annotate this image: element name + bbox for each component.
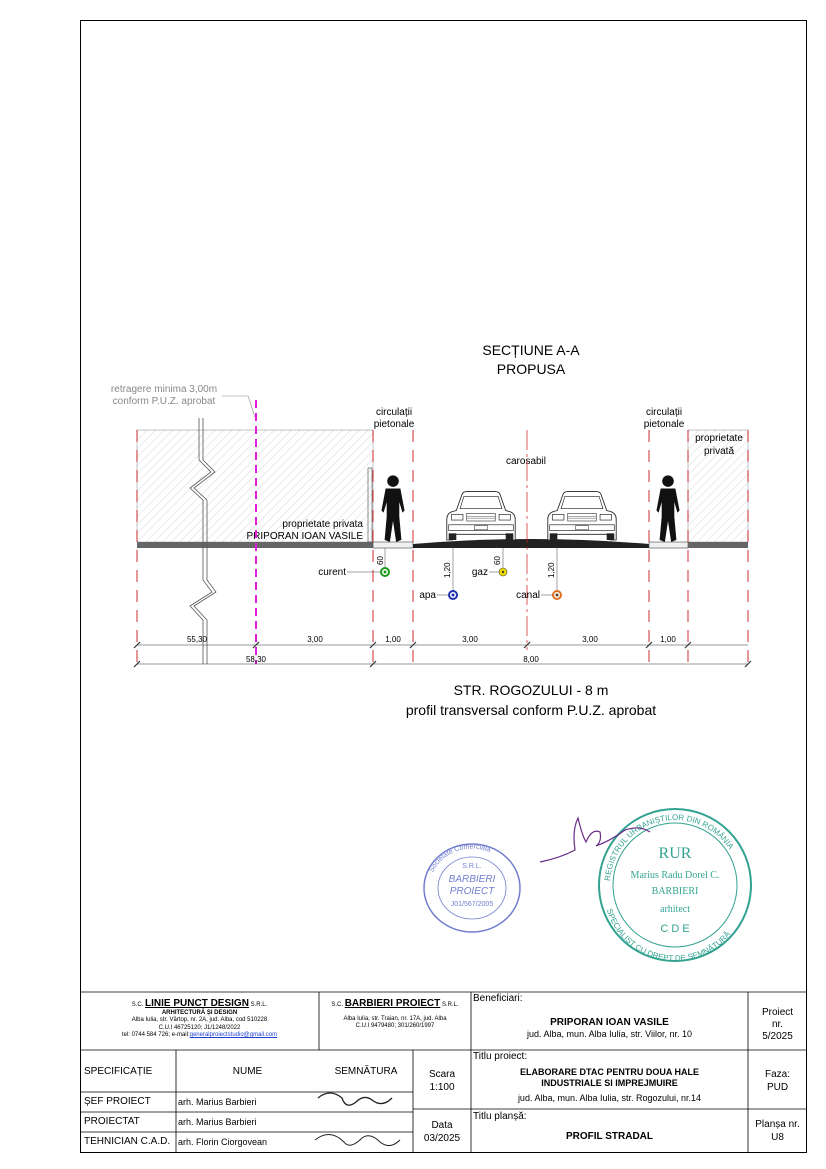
stamp-signature [540, 818, 650, 862]
setback-label-2: conform P.U.Z. aprobat [112, 396, 216, 407]
dimension-lines [134, 642, 751, 667]
private-left-label-2: PRIPORAN IOAN VASILE [246, 531, 363, 542]
titlu-plansa: PROFIL STRADAL [565, 1131, 654, 1142]
firm1-line2: ARHITECTURĂ ȘI DESIGN [161, 1009, 238, 1016]
company-stamp-srl: S.R.L. [462, 863, 482, 870]
depth-curent: 60 [376, 556, 385, 565]
ped-right-label-2: pietonale [643, 419, 685, 430]
dim-4: 3,00 [462, 635, 478, 644]
rur-stamp-abbr: RUR [658, 845, 692, 862]
company-stamp-name2: PROIECT [449, 886, 495, 897]
titlu-proiect-line1: ELABORARE DTAC PENTRU DOUA HALE [520, 1067, 699, 1077]
canal-label: canal [516, 590, 540, 601]
depth-apa: 1,20 [443, 562, 452, 578]
car-right [548, 492, 616, 540]
beneficiari-address: jud. Alba, mun. Alba Iulia, str. Viilor, nr. 10 [527, 1029, 692, 1039]
pedestrian-right [656, 475, 679, 542]
firm1-line3: Alba Iulia, str. Vârtop, nr. 2A, jud. Alba, cod 510228 [131, 1017, 268, 1023]
proiect-nr-block [748, 1007, 807, 1043]
titlu-proiect-line3: jud. Alba, mun. Alba Iulia, str. Rogozului, nr.14 [517, 1093, 702, 1103]
street-subtitle: profil transversal conform P.U.Z. aprobat [405, 702, 657, 718]
rur-stamp-title: arhitect [660, 904, 690, 915]
company-stamp [424, 844, 520, 932]
col-nume: NUME [232, 1066, 263, 1077]
setback-leader [222, 396, 256, 420]
titlu-proiect-label: Titlu proiect: [473, 1051, 528, 1062]
scara-label: Scara [428, 1069, 456, 1080]
company-stamp-ring: Societate Comercială [428, 843, 492, 874]
row2-role: PROIECTAT [84, 1116, 140, 1127]
row1-role: ȘEF PROIECT [84, 1096, 151, 1107]
company-stamp-name1: BARBIERI [448, 874, 496, 885]
firm2-line3: C.U.I 9479480; 301/260/1997 [355, 1023, 435, 1029]
section-title: SECȚIUNE A-A [482, 342, 580, 358]
titlu-proiect-line2: INDUSTRIALE SI IMPREJMUIRE [541, 1078, 678, 1088]
firm1-name: LINIE PUNCT DESIGN [145, 998, 249, 1009]
private-right-label-1: proprietate [695, 433, 743, 444]
company-stamp-reg: J01/567/2005 [450, 901, 494, 908]
ped-left-label-1: circulații [375, 407, 413, 418]
faza-label: Faza: [764, 1069, 790, 1080]
beneficiari-name: PRIPORAN IOAN VASILE [550, 1017, 669, 1028]
dim-3: 1,00 [385, 635, 401, 644]
firm1-block [82, 1000, 317, 1040]
sidewalk-right [649, 542, 688, 548]
row1-name: arh. Marius Barbieri [178, 1097, 257, 1107]
scara-value: 1:100 [429, 1082, 455, 1093]
proiect-label-2: nr. [771, 1019, 784, 1030]
apa-label: apa [419, 590, 436, 601]
plansa-block [748, 1118, 807, 1144]
rur-stamp-bottom: SPECIALIST CU DREPT DE SEMNĂTURĂ [604, 907, 733, 964]
svg-text:SPECIALIST CU DREPT DE SEMNĂTU [605, 908, 733, 964]
data-value: 03/2025 [423, 1133, 461, 1144]
depth-gaz: 60 [493, 556, 502, 565]
firm2-name: BARBIERI PROIECT [344, 998, 441, 1009]
data-label: Data [431, 1120, 453, 1131]
firm1-prefix: S.C. [131, 1002, 144, 1008]
titlu-plansa-label: Titlu planșă: [473, 1111, 527, 1122]
table-signature-1 [318, 1093, 392, 1105]
beneficiari-label: Beneficiari: [473, 993, 523, 1004]
ped-right-label-1: circulații [645, 407, 683, 418]
dim-total-street: 8,00 [523, 655, 539, 664]
car-left [447, 492, 515, 540]
curent-label: curent [318, 567, 346, 578]
faza-block [748, 1068, 807, 1094]
rur-stamp-top: REGISTRUL URBANIȘTILOR DIN ROMÂNIA [603, 812, 736, 882]
ground-right [688, 542, 748, 548]
roadway-label: carosabil [505, 456, 547, 467]
rur-stamp-name2: BARBIERI [651, 886, 699, 897]
col-specificatie: SPECIFICAȚIE [84, 1066, 153, 1077]
col-semnatura: SEMNĂTURA [334, 1066, 398, 1077]
firm1-line5: tel: 0744 584 726; e-mail: [121, 1032, 190, 1038]
titlu-proiect-block [471, 1067, 748, 1089]
proiect-label-1: Proiect [761, 1007, 794, 1018]
scara-block [413, 1068, 471, 1094]
dim-1: 55,30 [186, 635, 208, 644]
dim-5: 3,00 [582, 635, 598, 644]
dim-total-left: 58,30 [245, 655, 267, 664]
data-block [413, 1119, 471, 1145]
row2-name: arh. Marius Barbieri [178, 1117, 257, 1127]
private-right-label-2: privată [703, 446, 735, 457]
proiect-nr: 5/2025 [762, 1031, 793, 1042]
depth-canal: 1,20 [547, 562, 556, 578]
section-subtitle: PROPUSA [496, 361, 566, 377]
setback-label-1: retragere minima 3,00m [110, 384, 218, 395]
sidewalk-left [373, 542, 413, 548]
firm2-suffix: S.R.L. [441, 1002, 459, 1008]
firm1-email[interactable]: generalproiectstudio@gmail.com [189, 1032, 278, 1038]
private-left-label-1: proprietate privata [282, 519, 363, 530]
faza-value: PUD [766, 1082, 789, 1093]
ped-left-label-2: pietonale [373, 419, 415, 430]
firm2-line2: Alba Iulia, str. Traian, nr. 17A, jud. Alba [343, 1015, 447, 1022]
dim-6: 1,00 [660, 635, 676, 644]
rur-stamp-cde: C D E [660, 923, 690, 935]
firm2-block [321, 1000, 469, 1031]
plansa-value: U8 [771, 1132, 784, 1143]
rur-stamp-name1: Marius Radu Dorel C. [630, 870, 720, 881]
plansa-label: Planșa nr. [755, 1119, 800, 1130]
row3-name: arh. Florin Ciorgovean [178, 1137, 268, 1147]
firm1-line4: C.U.I 46725120; J1/1248/2022 [158, 1024, 241, 1031]
gaz-label: gaz [471, 567, 488, 578]
firm1-suffix: S.R.L. [250, 1002, 268, 1008]
table-signature-2 [315, 1134, 400, 1145]
dim-2: 3,00 [307, 635, 323, 644]
street-name: STR. ROGOZULUI - 8 m [453, 682, 609, 698]
row3-role: TEHNICIAN C.A.D. [84, 1136, 171, 1147]
pedestrian-left [381, 475, 404, 542]
firm2-prefix: S.C. [331, 1002, 344, 1008]
